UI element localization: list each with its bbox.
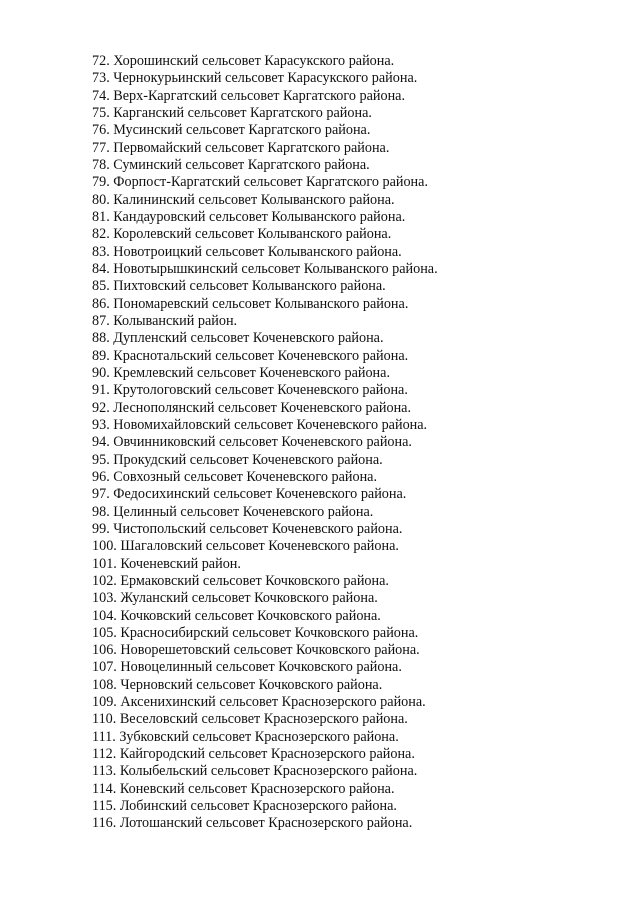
list-item: 99. Чистопольский сельсовет Коченевского района. [92, 520, 403, 537]
settlement-list [92, 53, 438, 833]
list-item: 82. Королевский сельсовет Колыванского района. [92, 226, 392, 243]
list-item: 94. Овчинниковский сельсовет Коченевского района. [92, 434, 412, 451]
list-item: 115. Лобинский сельсовет Краснозерского района. [92, 798, 397, 815]
list-item: 110. Веселовский сельсовет Краснозерского района. [92, 711, 408, 728]
list-item: 104. Кочковский сельсовет Кочковского района. [92, 607, 381, 624]
list-item: 87. Колыванский район. [92, 312, 238, 329]
list-item: 74. Верх-Каргатский сельсовет Каргатского района. [92, 87, 406, 104]
list-item: 103. Жуланский сельсовет Кочковского района. [92, 590, 378, 607]
list-item: 84. Новотырышкинский сельсовет Колыванского района. [92, 260, 438, 277]
list-item: 85. Пихтовский сельсовет Колыванского района. [92, 278, 386, 295]
list-item: 101. Коченевский район. [92, 555, 241, 572]
list-item: 76. Мусинский сельсовет Каргатского района. [92, 122, 371, 139]
list-item: 112. Кайгородский сельсовет Краснозерского района. [92, 746, 415, 763]
list-item: 90. Кремлевский сельсовет Коченевского района. [92, 364, 390, 381]
list-item: 100. Шагаловский сельсовет Коченевского района. [92, 538, 399, 555]
list-item: 75. Карганский сельсовет Каргатского района. [92, 104, 372, 121]
list-item: 108. Черновский сельсовет Кочковского района. [92, 676, 383, 693]
list-item: 80. Калининский сельсовет Колыванского района. [92, 191, 395, 208]
list-item: 72. Хорошинский сельсовет Карасукского района. [92, 53, 395, 69]
list-item: 106. Новорешетовский сельсовет Кочковского района. [92, 642, 420, 659]
list-item: 88. Дупленский сельсовет Коченевского района. [92, 330, 384, 347]
list-item: 77. Первомайский сельсовет Каргатского района. [92, 139, 390, 156]
list-item: 79. Форпост-Каргатский сельсовет Каргатского района. [92, 174, 428, 191]
list-item: 91. Крутологовский сельсовет Коченевского района. [92, 382, 408, 399]
list-item: 89. Краснотальский сельсовет Коченевского района. [92, 347, 409, 364]
list-item: 81. Кандауровский сельсовет Колыванского района. [92, 208, 406, 225]
list-item: 86. Пономаревский сельсовет Колыванского района. [92, 295, 409, 312]
list-item: 116. Лотошанский сельсовет Краснозерского района. [92, 815, 413, 832]
list-item: 83. Новотроицкий сельсовет Колыванского района. [92, 243, 402, 260]
list-item: 73. Чернокурьинский сельсовет Карасукского района. [92, 70, 418, 87]
list-item: 93. Новомихайловский сельсовет Коченевского района. [92, 416, 428, 433]
list-item: 111. Зубковский сельсовет Краснозерского района. [92, 728, 399, 745]
list-item: 78. Суминский сельсовет Каргатского района. [92, 156, 370, 173]
list-item: 98. Целинный сельсовет Коченевского района. [92, 503, 374, 520]
list-item: 96. Совхозный сельсовет Коченевского района. [92, 468, 378, 485]
list-item: 113. Колыбельский сельсовет Краснозерского района. [92, 763, 418, 780]
list-item: 105. Красносибирский сельсовет Кочковского района. [92, 624, 419, 641]
list-item: 114. Коневский сельсовет Краснозерского района. [92, 780, 395, 797]
list-item: 109. Аксенихинский сельсовет Краснозерского района. [92, 694, 426, 711]
list-item: 97. Федосихинский сельсовет Коченевского района. [92, 486, 407, 503]
list-item: 95. Прокудский сельсовет Коченевского района. [92, 451, 383, 468]
list-item: 92. Леснополянский сельсовет Коченевского района. [92, 399, 412, 416]
list-item: 107. Новоцелинный сельсовет Кочковского района. [92, 659, 402, 676]
list-item: 102. Ермаковский сельсовет Кочковского района. [92, 572, 389, 589]
